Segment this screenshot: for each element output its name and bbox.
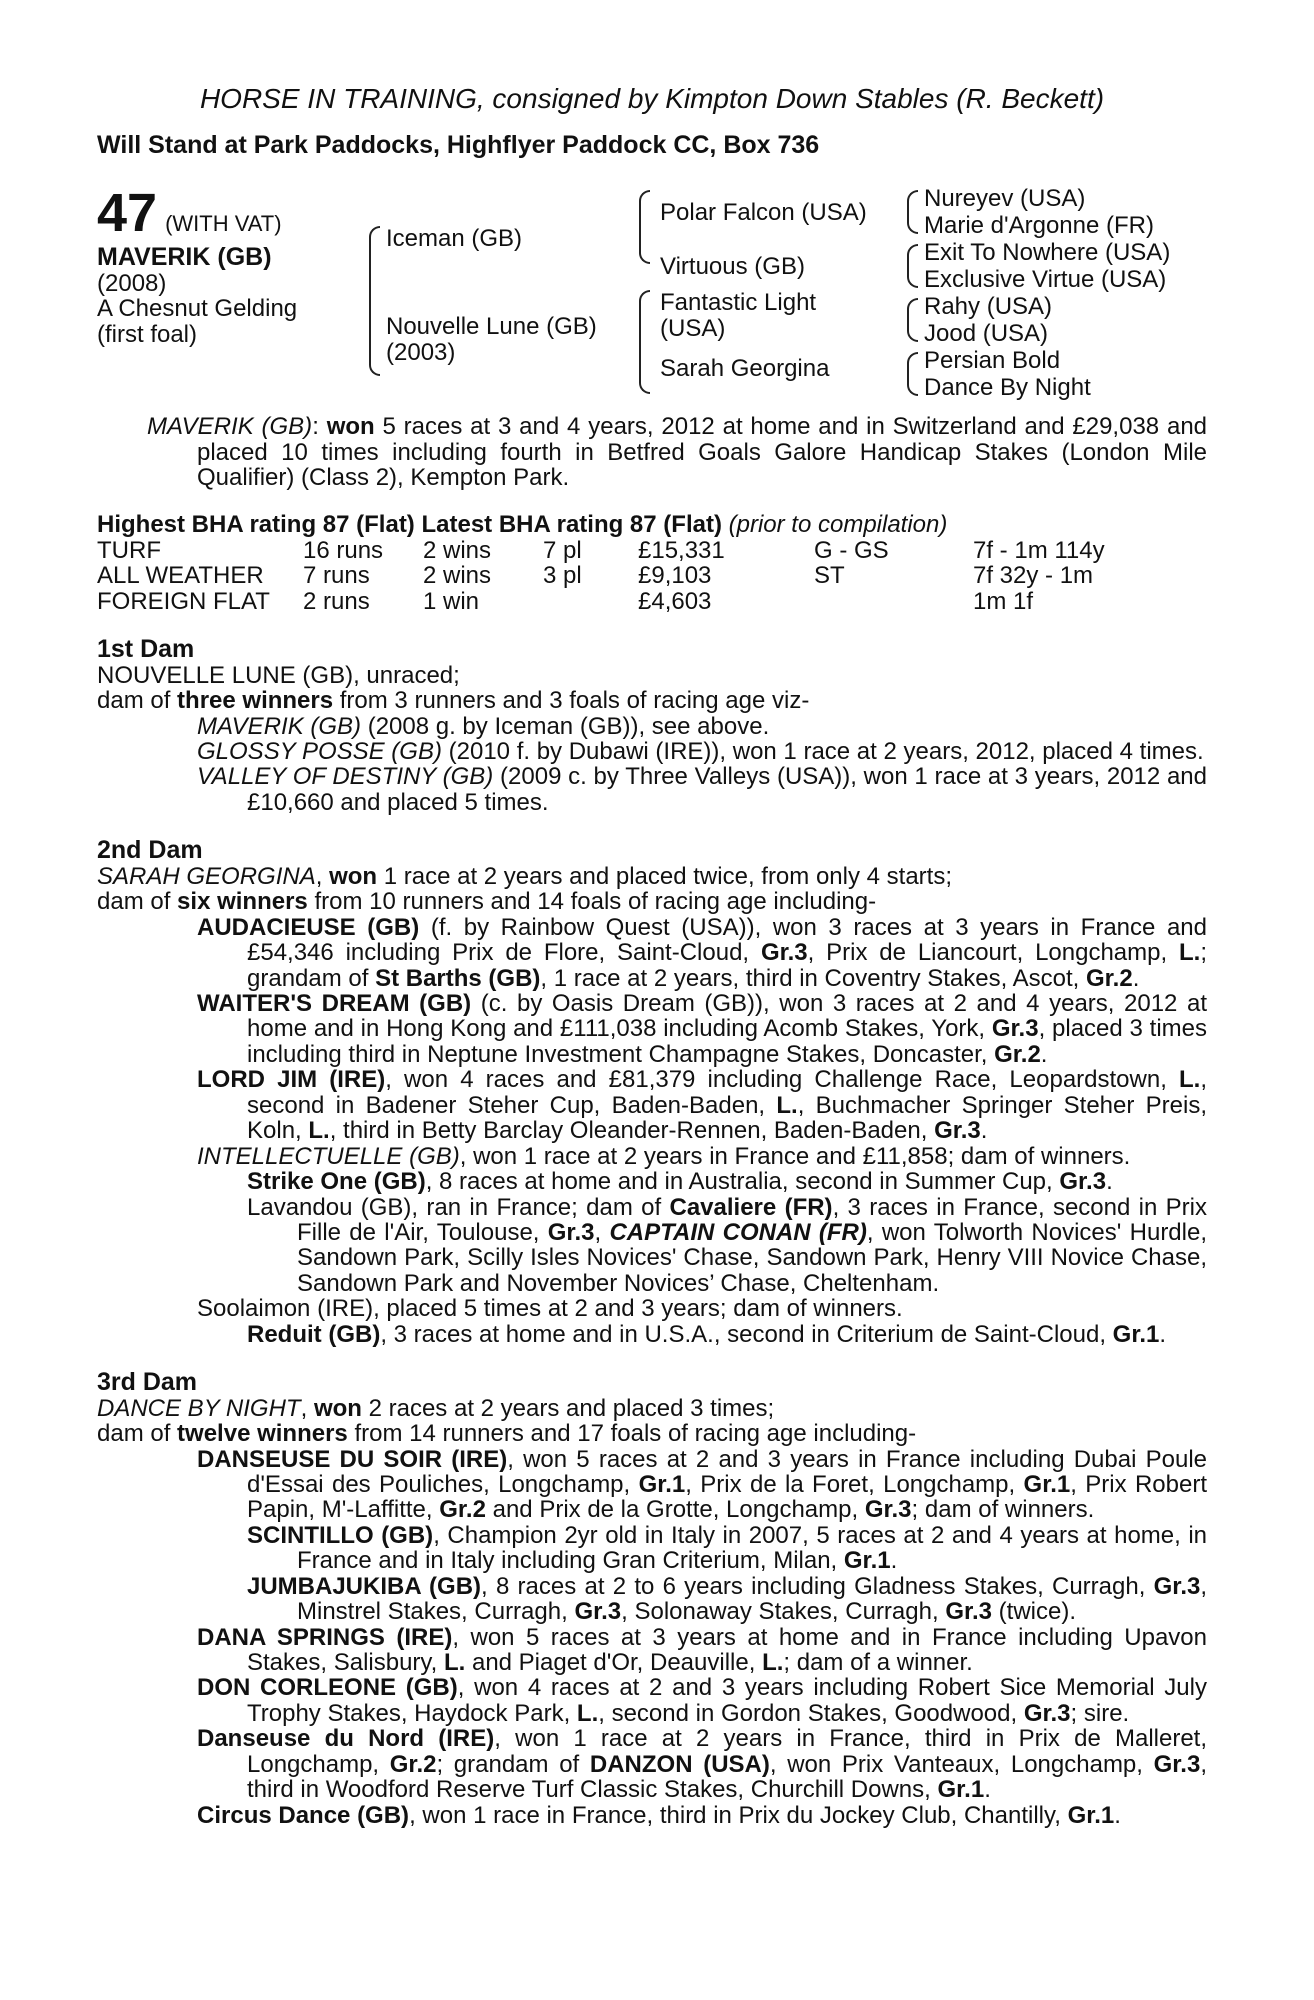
text-run: six winners	[177, 888, 308, 916]
text-run: L.	[1179, 1066, 1201, 1094]
second-dam-line: SARAH GEORGINA, won 1 race at 2 years and placed twice, from only 4 starts;	[97, 862, 952, 890]
record-money: £15,331	[638, 536, 725, 564]
text-run: .	[1040, 1040, 1048, 1068]
text-run: , second in Gordon Stakes, Goodwood,	[598, 1699, 1024, 1727]
text-run: (f. by Rainbow Quest (USA)), won 3 races at 3 years in France and £54,346 including Prix de Flore, Saint-Cloud,	[247, 913, 1207, 967]
text-run: (2008 g. by Iceman (GB)), see above.	[361, 712, 770, 740]
text-run: , won 1 race at 2 years in France and £11,858; dam of winners.	[459, 1142, 1131, 1170]
pedigree-dss: Rahy (USA)	[924, 293, 1053, 321]
text-run: CAPTAIN CONAN (FR)	[609, 1218, 867, 1246]
third-dam-section	[97, 1369, 1207, 1828]
text-run: Gr.3	[1059, 1168, 1107, 1196]
horse-note: (first foal)	[97, 320, 198, 348]
record-surface: ALL WEATHER	[97, 562, 264, 590]
record-wins: 2 wins	[423, 536, 492, 564]
pedigree-block	[97, 183, 1207, 402]
pedigree-dam-sire-line2: (USA)	[660, 315, 726, 343]
text-run: DANA SPRINGS (IRE)	[197, 1623, 453, 1651]
page-title: HORSE IN TRAINING, consigned by Kimpton Down Stables (R. Beckett)	[199, 83, 1105, 114]
second-dam-section	[97, 837, 1207, 1347]
first-dam-heading: 1st Dam	[97, 635, 195, 664]
progeny-entry	[97, 915, 1207, 991]
first-dam-entry	[97, 764, 1207, 815]
text-run: SARAH GEORGINA	[97, 862, 316, 890]
text-run: Gr.3	[1153, 1750, 1201, 1778]
progeny-entry	[97, 1169, 1207, 1194]
text-run: DANZON (USA)	[589, 1750, 770, 1778]
summary-horse-name: MAVERIK (GB)	[147, 413, 313, 441]
text-run: L.	[576, 1699, 599, 1727]
text-run: , 3 races in France, second in Prix Fille de l'Air, Toulouse,	[297, 1193, 1208, 1246]
text-run: Gr.3	[934, 1117, 981, 1145]
text-run: Gr.3	[760, 939, 808, 967]
text-run: WAITER'S DREAM (GB)	[197, 990, 472, 1018]
text-run: from 3 runners and 3 foals of racing age viz-	[333, 687, 810, 715]
record-runs: 16 runs	[303, 536, 384, 564]
vat-note: (WITH VAT)	[165, 211, 282, 237]
progeny-entry	[97, 1322, 1207, 1347]
text-run: and Prix de la Grotte, Longchamp,	[485, 1496, 865, 1524]
text-run: Reduit (GB)	[247, 1320, 381, 1348]
record-pl: 7 pl	[543, 536, 582, 564]
text-run: Gr.3	[1023, 1699, 1071, 1727]
record-going: G - GS	[814, 536, 889, 564]
race-record-row	[97, 563, 1105, 588]
text-run: .	[890, 1547, 898, 1575]
text-run: Gr.2	[994, 1040, 1041, 1068]
ratings-note: (prior to compilation)	[728, 511, 948, 539]
text-run: Gr.1	[843, 1547, 891, 1575]
summary-text: 5 races at 3 and 4 years, 2012 at home and in Switzerland and £29,038 and placed 10 times including fourth in Betfred Goals Galore Handicap Stakes (London Mile Qualifier) (Class 2), Kempton Park.	[197, 413, 1208, 492]
pedigree-dsd: Jood (USA)	[924, 320, 1049, 348]
text-run: Gr.2	[389, 1750, 437, 1778]
text-run: SCINTILLO (GB)	[247, 1521, 434, 1549]
text-run: and Piaget d'Or, Deauville,	[465, 1649, 763, 1677]
text-run: .	[984, 1776, 991, 1804]
pedigree-brace	[369, 226, 380, 376]
text-run: Gr.1	[1067, 1801, 1115, 1829]
text-run: , 3 races at home and in U.S.A., second in Criterium de Saint-Cloud,	[380, 1320, 1113, 1348]
lot-info	[97, 183, 298, 348]
progeny-entry	[97, 1067, 1207, 1143]
first-dam-section	[97, 636, 1207, 815]
text-run: Gr.2	[439, 1496, 486, 1524]
race-summary: MAVERIK (GB): won 5 races at 3 and 4 years, 2012 at home and in Switzerland and £29,038 and placed 10 times including fourth in Betfred Goals Galore Handicap Stakes (London Mile Qualifier) (Class 2), Kempton Park.	[147, 413, 1208, 492]
text-run: twelve winners	[177, 1420, 348, 1448]
pedigree-dam-dam: Sarah Georgina	[660, 355, 830, 383]
record-wins: 2 wins	[423, 562, 492, 590]
text-run: Gr.2	[1086, 964, 1133, 992]
record-surface: FOREIGN FLAT	[97, 587, 270, 615]
text-run: (2010 f. by Dubawi (IRE)), won 1 race at 2 years, 2012, placed 4 times.	[441, 738, 1204, 766]
text-run: Circus Dance (GB)	[197, 1801, 410, 1829]
text-run: , 8 races at home and in Australia, second in Summer Cup,	[425, 1168, 1060, 1196]
pedigree-sds: Exit To Nowhere (USA)	[924, 239, 1171, 267]
text-run: , 8 races at 2 to 6 years including Gladness Stakes, Curragh,	[481, 1572, 1154, 1600]
text-run: LORD JIM (IRE)	[197, 1066, 386, 1094]
record-going	[814, 589, 973, 614]
text-run: ; dam of a winner.	[783, 1649, 973, 1677]
text-run: Lavandou (GB), ran in France; dam of	[247, 1193, 670, 1221]
pedigree-brace	[639, 190, 650, 264]
second-dam-produce	[97, 889, 1207, 914]
text-run: Gr.3	[991, 1015, 1039, 1043]
text-run: , Solonaway Stakes, Curragh,	[621, 1598, 946, 1626]
horse-name: MAVERIK (GB)	[97, 243, 272, 272]
text-run: L.	[308, 1117, 330, 1145]
progeny-entry	[97, 1675, 1207, 1726]
pedigree-sire-sire: Polar Falcon (USA)	[660, 199, 867, 227]
text-run: AUDACIEUSE (GB)	[197, 913, 420, 941]
text-run: Gr.3	[547, 1218, 595, 1246]
text-run: Gr.3	[864, 1496, 912, 1524]
text-run: (c. by Oasis Dream (GB)), won 3 races at 2 and 4 years, 2012 at home and in Hong Kong and £111,038 including Acomb Stakes, York,	[247, 990, 1207, 1043]
race-record-table	[97, 538, 1105, 614]
progeny-entry	[97, 1625, 1207, 1676]
record-runs: 2 runs	[303, 587, 370, 615]
text-run: , won Prix Vanteaux, Longchamp,	[769, 1750, 1154, 1778]
pedigree-brace	[639, 290, 650, 394]
text-run: three winners	[177, 687, 334, 715]
text-run: VALLEY OF DESTINY (GB)	[197, 763, 494, 791]
text-run: dam of	[97, 1420, 178, 1448]
text-run: dam of	[97, 888, 178, 916]
text-run: .	[1106, 1168, 1113, 1196]
text-run: .	[980, 1117, 988, 1145]
record-pl	[543, 589, 638, 614]
record-money: £4,603	[638, 587, 712, 615]
text-run: Gr.1	[1112, 1320, 1160, 1348]
venue-line: Will Stand at Park Paddocks, Highflyer Paddock CC, Box 736	[97, 130, 820, 159]
pedigree-dds: Persian Bold	[924, 347, 1061, 375]
text-run: INTELLECTUELLE (GB)	[197, 1142, 460, 1170]
first-dam-line: NOUVELLE LUNE (GB), unraced;	[97, 661, 460, 689]
first-dam-entry	[97, 739, 1207, 764]
pedigree-brace	[907, 244, 918, 288]
text-run: , third in Betty Barclay Oleander-Rennen, Baden-Baden,	[329, 1117, 935, 1145]
text-run: , won 4 races and £81,379 including Challenge Race, Leopardstown,	[385, 1066, 1179, 1094]
lot-number: 47	[97, 183, 158, 244]
record-dist: 7f - 1m 114y	[973, 536, 1105, 564]
text-run: Gr.1	[1023, 1470, 1071, 1498]
text-run: ; grandam of	[247, 939, 1207, 992]
text-run: ; grandam of	[436, 1750, 590, 1778]
horse-year: (2008)	[97, 269, 167, 297]
text-run: dam of	[97, 687, 178, 715]
progeny-entry	[97, 1803, 1207, 1828]
text-run: , third in Woodford Reserve Turf Classic Stakes, Churchill Downs,	[247, 1750, 1207, 1804]
text-run: , won 5 races at 2 and 3 years in France including Dubai Poule d'Essai des Pouliches, Longchamp,	[247, 1445, 1207, 1498]
pedigree-brace	[907, 190, 918, 234]
text-run: DANCE BY NIGHT	[97, 1394, 301, 1422]
progeny-entry	[97, 1144, 1207, 1169]
text-run: , won 4 races at 2 and 3 years including Robert Sice Memorial July Trophy Stakes, Haydock Park,	[247, 1674, 1207, 1727]
third-dam-produce	[97, 1421, 1207, 1446]
pedigree-ssd: Marie d'Argonne (FR)	[924, 212, 1154, 240]
text-run: , Prix de la Foret, Longchamp,	[685, 1470, 1024, 1498]
race-record-row	[97, 538, 1105, 563]
record-dist: 1m 1f	[973, 587, 1034, 615]
pedigree-dam-sire-line1: Fantastic Light	[660, 289, 817, 317]
text-run: , Minstrel Stakes, Curragh,	[297, 1572, 1208, 1626]
record-runs: 7 runs	[303, 562, 370, 590]
text-run: GLOSSY POSSE (GB)	[197, 738, 442, 766]
text-run: Gr.1	[937, 1776, 985, 1804]
first-dam-produce	[97, 688, 1207, 713]
record-pl: 3 pl	[543, 562, 582, 590]
text-run: , won 5 races at 3 years at home and in France including Upavon Stakes, Salisbury,	[247, 1623, 1208, 1677]
text-run: L.	[443, 1649, 466, 1677]
pedigree-sire-dam: Virtuous (GB)	[660, 253, 805, 281]
text-run: won	[329, 862, 378, 890]
record-wins: 1 win	[423, 587, 480, 615]
progeny-entry	[97, 1726, 1207, 1802]
text-run: Danseuse du Nord (IRE)	[197, 1725, 495, 1753]
first-dam-entry	[97, 714, 1207, 739]
text-run: , placed 3 times including third in Neptune Investment Champagne Stakes, Doncaster,	[247, 1015, 1207, 1068]
record-going: ST	[814, 562, 845, 590]
text-run: DANSEUSE DU SOIR (IRE)	[197, 1445, 508, 1473]
text-run: (2009 c. by Three Valleys (USA)), won 1 race at 3 years, 2012 and £10,660 and placed 5 times.	[247, 763, 1208, 816]
pedigree-ddd: Dance By Night	[924, 374, 1091, 402]
text-run: , won 1 race at 2 years in France, third in Prix de Malleret, Longchamp,	[247, 1725, 1208, 1778]
pedigree-brace	[907, 352, 918, 396]
second-dam-heading: 2nd Dam	[97, 836, 203, 865]
record-money: £9,103	[638, 562, 712, 590]
race-record-row	[97, 589, 1105, 614]
text-run: L.	[762, 1649, 784, 1677]
record-surface: TURF	[97, 536, 161, 564]
text-run: from 14 runners and 17 foals of racing age including-	[347, 1420, 917, 1448]
progeny-entry	[97, 1195, 1207, 1297]
text-run: ; sire.	[1070, 1699, 1130, 1727]
text-run: won	[313, 1394, 362, 1422]
text-run: ,	[594, 1218, 610, 1246]
text-run: , 1 race at 2 years, third in Coventry Stakes, Ascot,	[540, 964, 1086, 992]
text-run: L.	[776, 1091, 798, 1119]
ratings-heading: Highest BHA rating 87 (Flat) Latest BHA rating 87 (Flat)	[97, 511, 722, 539]
text-run: DON CORLEONE (GB)	[197, 1674, 458, 1702]
record-dist: 7f 32y - 1m	[973, 562, 1094, 590]
pedigree-dam-line2: (2003)	[386, 339, 456, 367]
text-run: .	[1159, 1320, 1167, 1348]
summary-won: won	[326, 413, 375, 441]
text-run: from 10 runners and 14 foals of racing age including-	[307, 888, 877, 916]
text-run: 1 race at 2 years and placed twice, from only 4 starts;	[377, 862, 952, 890]
pedigree-brace	[907, 298, 918, 342]
text-run: Cavaliere (FR)	[669, 1193, 833, 1221]
text-run: , Champion 2yr old in Italy in 2007, 5 races at 2 and 4 years at home, in France and in Italy including Gran Criterium, Milan,	[297, 1521, 1208, 1575]
text-run: Gr.3	[574, 1598, 622, 1626]
text-run: Gr.3	[1153, 1572, 1201, 1600]
text-run: , Buchmacher Springer Steher Preis, Koln,	[247, 1091, 1208, 1145]
text-run: St Barths (GB)	[375, 964, 541, 992]
text-run: ; dam of winners.	[911, 1496, 1095, 1524]
text-run: Gr.3	[945, 1598, 993, 1626]
pedigree-sdd: Exclusive Virtue (USA)	[924, 266, 1167, 294]
horse-description: A Chesnut Gelding	[97, 295, 298, 323]
pedigree-dam-line1: Nouvelle Lune (GB)	[386, 313, 597, 341]
text-run: L.	[1179, 939, 1201, 967]
text-run: , Prix de Liancourt, Longchamp,	[807, 939, 1179, 967]
third-dam-line: DANCE BY NIGHT, won 2 races at 2 years and placed 3 times;	[97, 1394, 775, 1422]
text-run: Strike One (GB)	[247, 1168, 426, 1196]
progeny-entry: Soolaimon (IRE), placed 5 times at 2 and 3 years; dam of winners.	[197, 1295, 903, 1323]
pedigree-sss: Nureyev (USA)	[924, 185, 1086, 213]
pedigree-sire: Iceman (GB)	[386, 225, 523, 253]
text-run: , won 1 race in France, third in Prix du Jockey Club, Chantilly,	[409, 1801, 1068, 1829]
text-run: , second in Badener Steher Cup, Baden-Baden,	[247, 1066, 1207, 1119]
text-run: , won Tolworth Novices' Hurdle, Sandown Park, Scilly Isles Novices' Chase, Sandown Park, Henry VIII Novice Chase, Sandown Park and November Novices’ Chase, Cheltenham.	[297, 1218, 1207, 1297]
text-run: .	[1114, 1801, 1121, 1829]
ratings-section	[97, 512, 1207, 614]
text-run: (twice).	[992, 1598, 1077, 1626]
text-run: , Prix Robert Papin, M'-Laffitte,	[247, 1470, 1207, 1524]
text-run: .	[1132, 964, 1140, 992]
text-run: MAVERIK (GB)	[197, 712, 362, 740]
progeny-entry	[97, 1447, 1207, 1523]
catalogue-page	[97, 84, 1207, 1828]
progeny-entry	[97, 991, 1207, 1067]
text-run: JUMBAJUKIBA (GB)	[247, 1572, 482, 1600]
text-run: 2 races at 2 years and placed 3 times;	[361, 1394, 775, 1422]
text-run: Gr.1	[638, 1470, 686, 1498]
progeny-entry	[97, 1523, 1207, 1574]
third-dam-heading: 3rd Dam	[97, 1368, 198, 1397]
progeny-entry	[97, 1574, 1207, 1625]
